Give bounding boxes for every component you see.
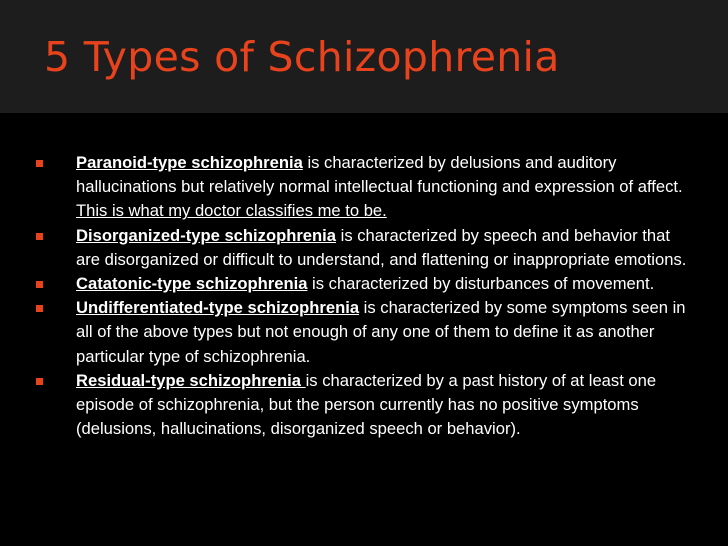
bullet-text: is characterized by speech and behavior that are disorganized or difficult to understand, and flattening or inappropriate emotions. xyxy=(76,225,687,269)
square-bullet-icon xyxy=(36,233,43,240)
bullet-term: Residual-type schizophrenia xyxy=(76,370,306,390)
square-bullet-icon xyxy=(36,160,43,167)
bullet-note: This is what my doctor classifies me to be. xyxy=(76,201,387,221)
bullet-item-residual xyxy=(30,369,694,442)
bullet-item-undifferentiated xyxy=(30,296,694,369)
bullet-term: Paranoid-type schizophrenia xyxy=(76,153,303,172)
slide-body xyxy=(0,113,728,546)
bullet-term: Disorganized-type schizophrenia xyxy=(76,225,337,245)
bullet-term: Catatonic-type schizophrenia xyxy=(76,274,308,294)
title-band xyxy=(0,0,728,113)
square-bullet-icon xyxy=(36,281,43,288)
bullet-item-paranoid xyxy=(30,151,694,224)
bullet-item-disorganized xyxy=(30,224,694,272)
bullet-item-catatonic xyxy=(30,272,694,296)
bullet-text: is characterized by delusions and auditory hallucinations but relatively normal intellectual functioning and expression of affect. xyxy=(76,153,683,197)
square-bullet-icon xyxy=(36,305,43,312)
slide-title: 5 Types of Schizophrenia xyxy=(44,33,560,81)
bullet-list xyxy=(30,151,694,441)
bullet-term: Undifferentiated-type schizophrenia xyxy=(76,298,360,318)
bullet-text: is characterized by some symptoms seen in all of the above types but not enough of any one of them to define it as another particular type of schizophrenia. xyxy=(76,298,686,366)
square-bullet-icon xyxy=(36,378,43,385)
bullet-text: is characterized by disturbances of movement. xyxy=(307,274,655,294)
bullet-text: is characterized by a past history of at least one episode of schizophrenia, but the person currently has no positive symptoms (delusions, hallucinations, disorganized speech or behavior). xyxy=(76,370,657,439)
